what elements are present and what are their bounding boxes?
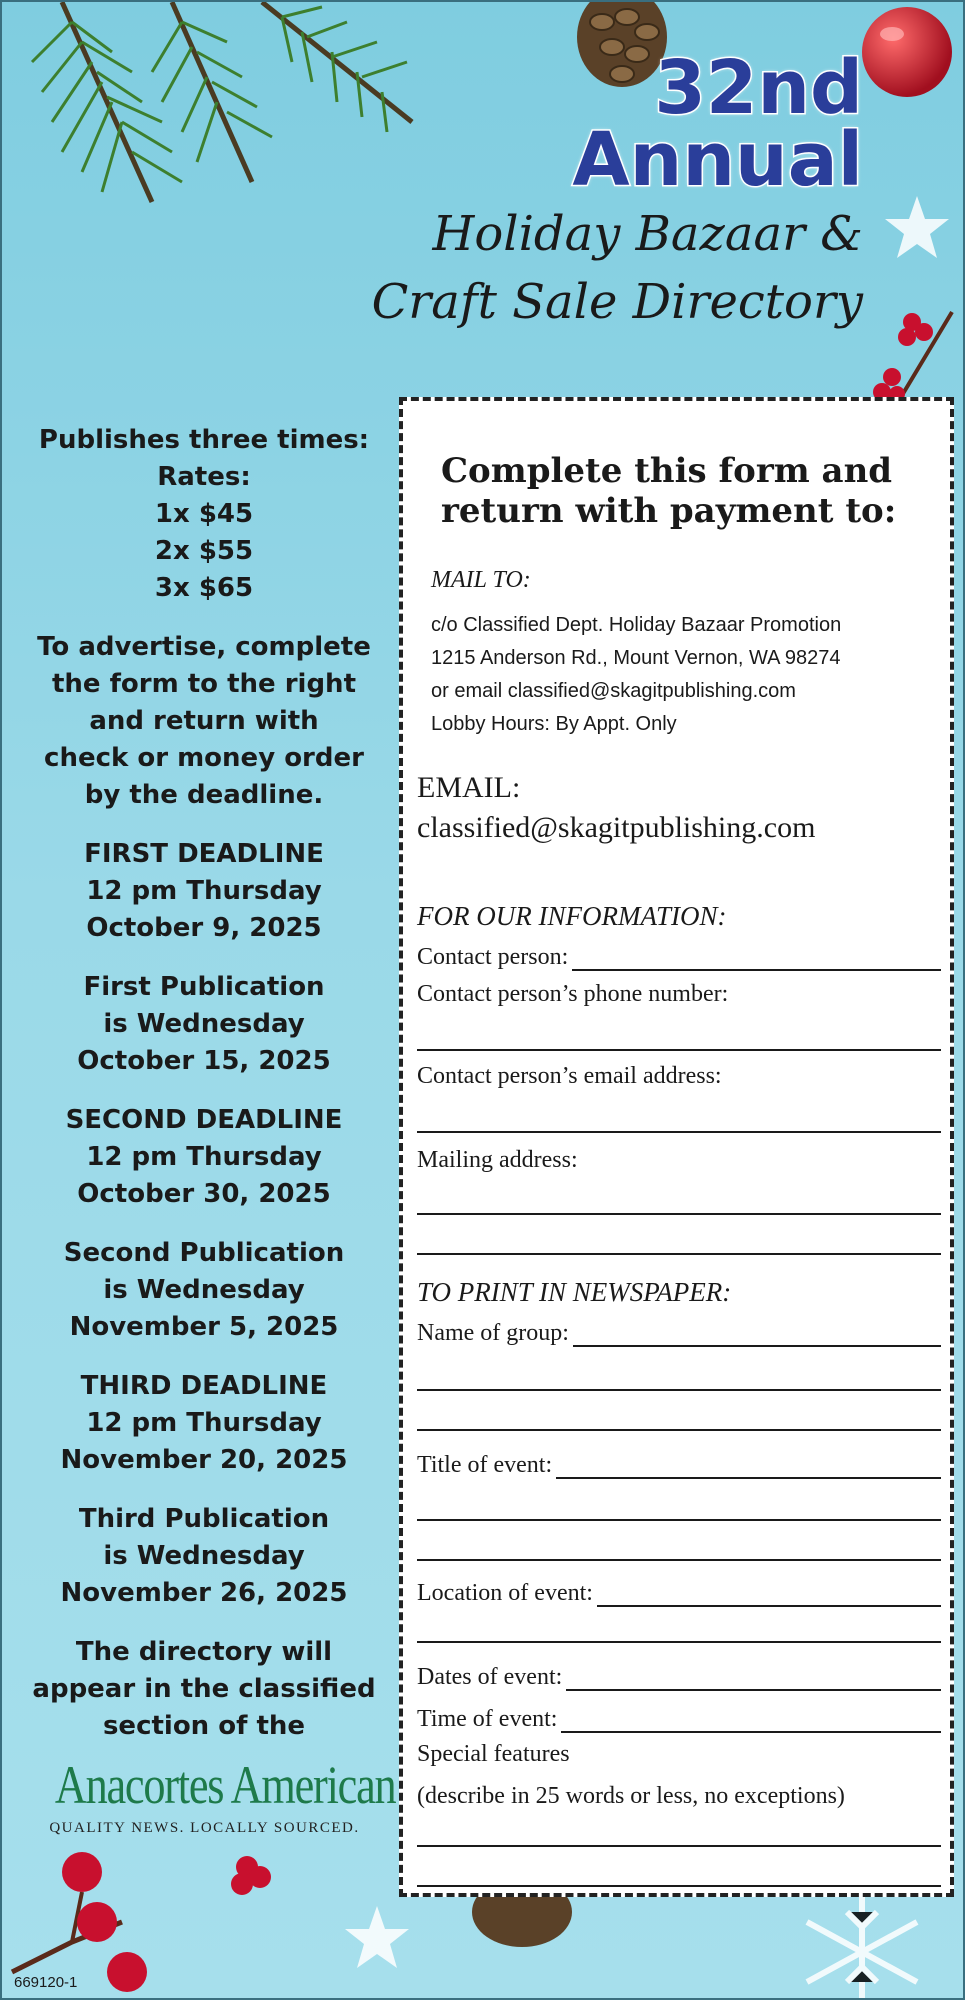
event-location-label: Location of event: [417,1580,593,1606]
event-title-line[interactable] [417,1559,941,1561]
event-time-line[interactable] [561,1711,941,1733]
title-annual: Annual [572,117,863,203]
publication-date: October 15, 2025 [77,1046,331,1076]
event-location-field[interactable] [417,1573,941,1607]
deadline-title: SECOND DEADLINE [65,1105,343,1135]
publication-title: First Publication [83,972,325,1002]
group-name-label: Name of group: [417,1320,569,1346]
contact-person-field[interactable] [417,937,941,971]
address-line: 1215 Anderson Rd., Mount Vernon, WA 98274 [431,647,841,669]
deadline-time: 12 pm Thursday [86,1142,322,1172]
event-title-line[interactable] [417,1519,941,1521]
third-publication [24,1501,384,1612]
publication-title: Third Publication [78,1504,330,1534]
order-form [399,397,954,1897]
mailing-address-block [431,609,951,741]
contact-phone-label: Contact person’s phone number: [417,981,729,1007]
contact-email-line[interactable] [417,1131,941,1133]
email-label: EMAIL: [417,771,521,804]
second-deadline [24,1102,384,1213]
form-heading-line2: return with payment to: [441,491,897,531]
mail-to-label: MAIL TO: [431,567,531,593]
event-dates-field[interactable] [417,1657,941,1691]
event-title-field[interactable] [417,1445,941,1479]
left-info-column [24,422,384,1767]
lobby-hours: Lobby Hours: By Appt. Only [431,713,677,735]
publication-date: November 26, 2025 [60,1578,348,1608]
ad-code: 669120-1 [14,1974,78,1991]
contact-person-line[interactable] [572,949,941,971]
event-dates-line[interactable] [566,1669,941,1691]
address-line: c/o Classified Dept. Holiday Bazaar Promotion [431,614,842,636]
closing-line: section of the [102,1711,306,1741]
event-dates-label: Dates of event: [417,1664,563,1690]
print-section-title: TO PRINT IN NEWSPAPER: [417,1277,732,1307]
first-deadline [24,836,384,947]
red-ornament-icon [852,2,962,112]
special-features-line[interactable] [417,1885,941,1887]
contact-phone-line[interactable] [417,1049,941,1051]
deadline-time: 12 pm Thursday [86,876,322,906]
closing-line: appear in the classified [32,1674,376,1704]
publication-date: November 5, 2025 [69,1312,339,1342]
rate-2x: 2x $55 [154,536,254,566]
closing-line: The directory will [75,1637,333,1667]
publication-day: is Wednesday [103,1009,305,1039]
special-features-line[interactable] [417,1845,941,1847]
rates-label: Rates: [157,462,251,492]
group-name-line[interactable] [417,1429,941,1431]
mailing-address-label: Mailing address: [417,1147,578,1173]
deadline-title: FIRST DEADLINE [84,839,324,869]
group-name-field[interactable] [417,1313,941,1347]
event-time-field[interactable] [417,1699,941,1733]
first-publication [24,969,384,1080]
rate-3x: 3x $65 [154,573,254,603]
publication-day: is Wednesday [103,1541,305,1571]
instructions-line: by the deadline. [84,780,324,810]
mailing-address-line[interactable] [417,1253,941,1255]
deadline-title: THIRD DEADLINE [80,1371,328,1401]
instructions-line: the form to the right [51,669,356,699]
snowflake-icon [742,1882,965,2000]
instructions-line: check or money order [44,743,364,773]
deadline-date: November 20, 2025 [60,1445,348,1475]
group-name-line[interactable] [573,1325,941,1347]
event-location-line[interactable] [597,1585,941,1607]
form-heading [441,451,921,531]
special-features-label: Special features [417,1741,570,1767]
publishes-text: Publishes three times: [38,425,370,455]
email-address[interactable]: classified@skagitpublishing.com [417,811,816,844]
event-title-label: Title of event: [417,1452,553,1478]
brand-tagline: QUALITY NEWS. LOCALLY SOURCED. [49,1820,360,1836]
third-deadline [24,1368,384,1479]
deadline-time: 12 pm Thursday [86,1408,322,1438]
group-name-line[interactable] [417,1389,941,1391]
title-32nd: 32nd [654,45,863,131]
publication-day: is Wednesday [103,1275,305,1305]
star-icon [882,192,952,262]
rates-block [24,422,384,607]
info-section-title: FOR OUR INFORMATION: [417,901,727,931]
second-publication [24,1235,384,1346]
closing-block [24,1634,384,1745]
publication-title: Second Publication [63,1238,345,1268]
rate-1x: 1x $45 [154,499,254,529]
contact-person-label: Contact person: [417,944,569,970]
brand-name: Anacortes American [54,1755,396,1815]
heading [371,45,863,332]
event-location-line[interactable] [417,1641,941,1643]
subtitle-line1: Holiday Bazaar & [432,206,863,262]
subtitle-line2: Craft Sale Directory [371,274,863,330]
form-heading-line1: Complete this form and [441,451,893,491]
star-icon [342,1902,412,1972]
instructions-line: and return with [89,706,319,736]
event-title-line[interactable] [556,1457,941,1479]
contact-email-label: Contact person’s email address: [417,1063,722,1089]
event-time-label: Time of event: [417,1706,558,1732]
deadline-date: October 30, 2025 [77,1179,331,1209]
instructions-line: To advertise, complete [37,632,371,662]
deadline-date: October 9, 2025 [86,913,322,943]
special-features-note: (describe in 25 words or less, no exceptions) [417,1783,845,1809]
address-line: or email classified@skagitpublishing.com [431,680,796,702]
newspaper-logo [22,1754,396,1837]
instructions-block [24,629,384,814]
pine-branch-icon [2,2,432,232]
mailing-address-line[interactable] [417,1213,941,1215]
